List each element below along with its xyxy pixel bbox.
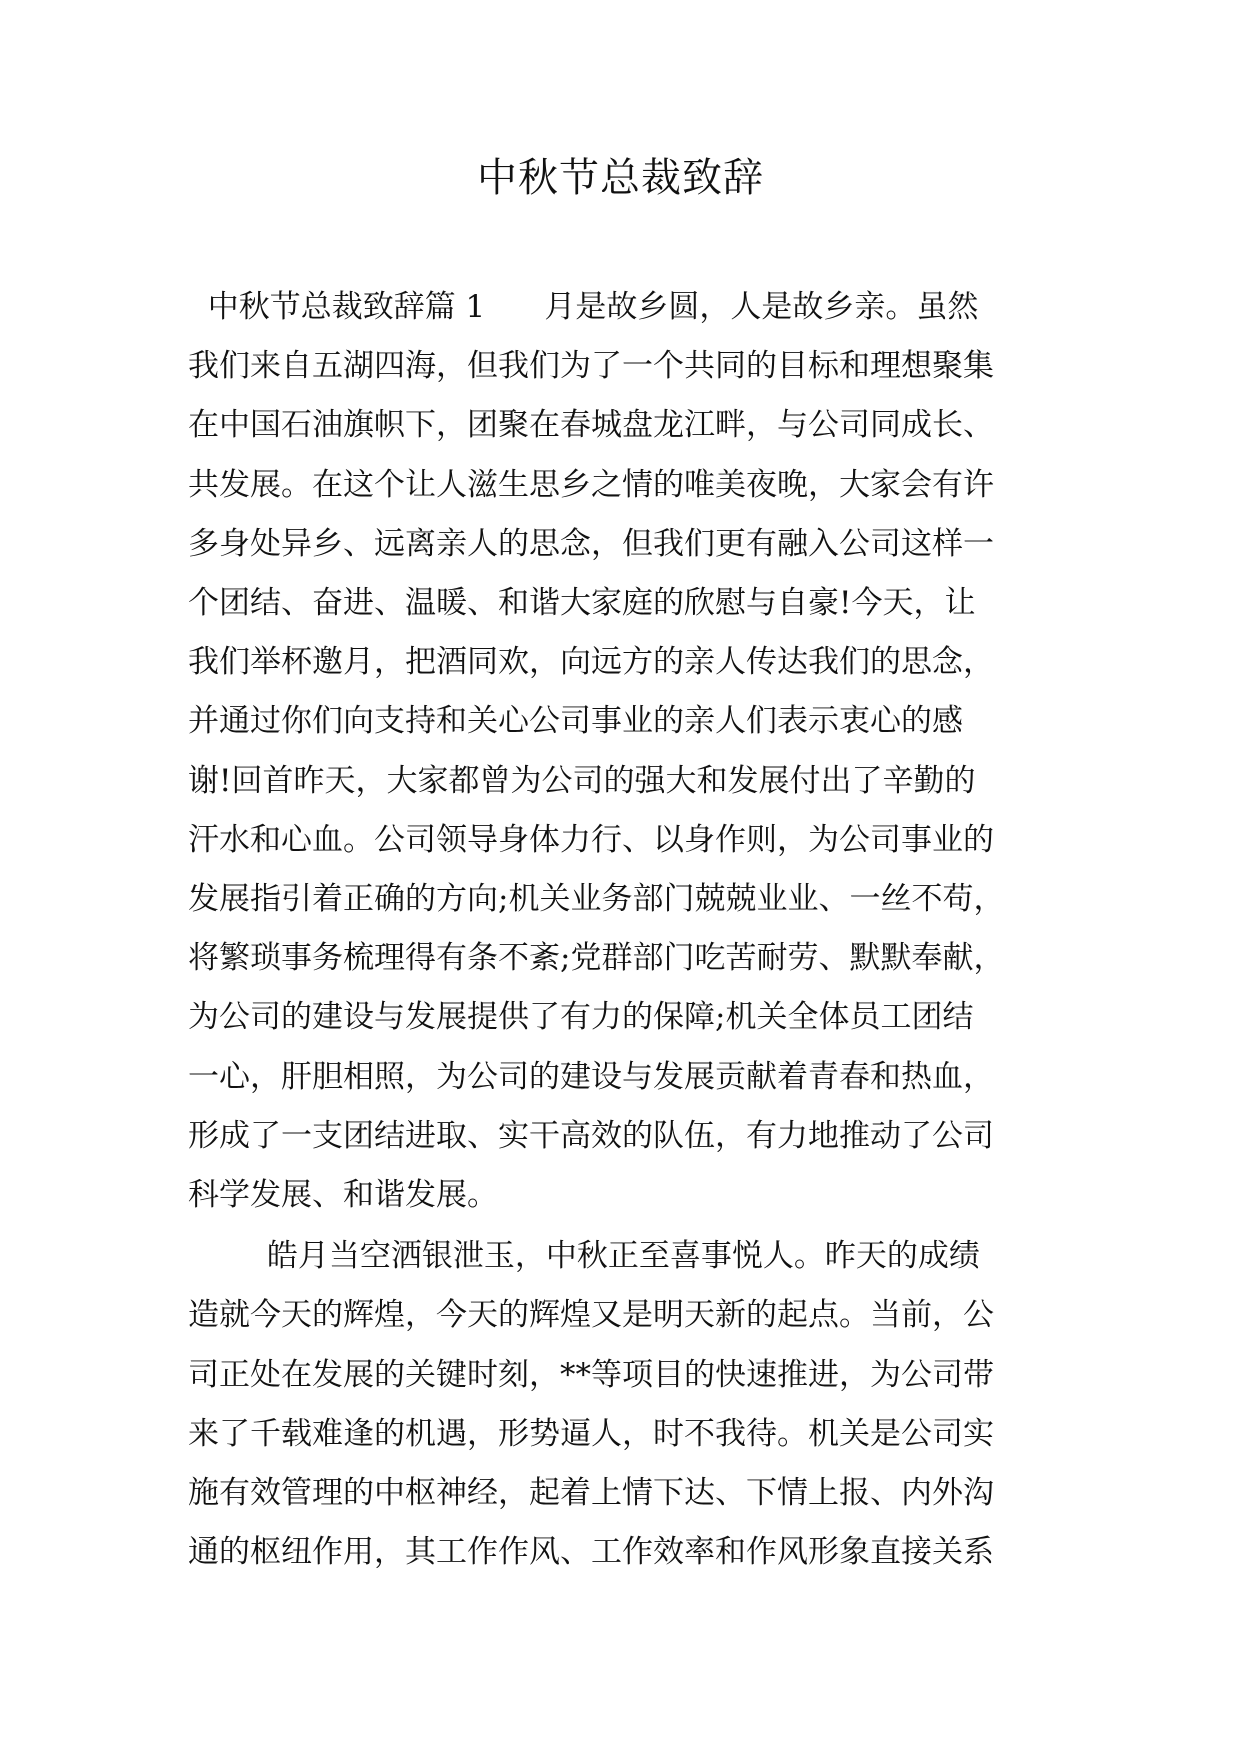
text-line: 中秋节总裁致辞篇 1 月是故乡圆，人是故乡亲。虽然 — [188, 289, 979, 325]
text-line: 形成了一支团结进取、实干高效的队伍，有力地推动了公司 — [188, 1117, 994, 1154]
text-line: 皓月当空洒银泄玉，中秋正至喜事悦人。昨天的成绩 — [188, 1238, 980, 1275]
text-line: 谢!回首昨天，大家都曾为公司的强大和发展付出了辛勤的 — [188, 762, 976, 799]
text-line: 在中国石油旗帜下，团聚在春城盘龙江畔，与公司同成长、 — [188, 407, 994, 444]
text-line: 我们举杯邀月，把酒同欢，向远方的亲人传达我们的思念， — [188, 644, 994, 681]
text-line: 为公司的建设与发展提供了有力的保障;机关全体员工团结 — [188, 999, 974, 1036]
text-line: 施有效管理的中枢神经，起着上情下达、下情上报、内外沟 — [188, 1475, 994, 1512]
text-line: 发展指引着正确的方向;机关业务部门兢兢业业、一丝不苟， — [188, 881, 1005, 918]
text-line: 个团结、奋进、温暖、和谐大家庭的欣慰与自豪!今天，让 — [188, 585, 976, 622]
text-line: 共发展。在这个让人滋生思乡之情的唯美夜晚，大家会有许 — [188, 466, 994, 503]
text-line: 并通过你们向支持和关心公司事业的亲人们表示衷心的感 — [188, 703, 963, 740]
text-line: 通的枢纽作用，其工作作风、工作效率和作风形象直接关系 — [188, 1534, 994, 1571]
text-line: 来了千载难逢的机遇，形势逼人，时不我待。机关是公司实 — [188, 1415, 994, 1452]
text-line: 汗水和心血。公司领导身体力行、以身作则，为公司事业的 — [188, 821, 994, 858]
text-line: 我们来自五湖四海，但我们为了一个共同的目标和理想聚集 — [188, 348, 994, 385]
text-line: 将繁琐事务梳理得有条不紊;党群部门吃苦耐劳、默默奉献， — [188, 940, 1005, 977]
text-line: 一心，肝胆相照，为公司的建设与发展贡献着青春和热血， — [188, 1058, 994, 1095]
text-line: 司正处在发展的关键时刻，**等项目的快速推进，为公司带 — [188, 1356, 994, 1393]
document-title: 中秋节总裁致辞 — [477, 155, 764, 201]
paragraph-2 — [188, 1227, 1056, 1582]
paragraph-1 — [188, 278, 1056, 1225]
text-line: 多身处异乡、远离亲人的思念，但我们更有融入公司这样一 — [188, 525, 994, 562]
document-body — [188, 278, 1056, 1584]
text-line: 造就今天的辉煌，今天的辉煌又是明天新的起点。当前，公 — [188, 1297, 994, 1334]
text-line: 科学发展、和谐发展。 — [188, 1177, 498, 1214]
